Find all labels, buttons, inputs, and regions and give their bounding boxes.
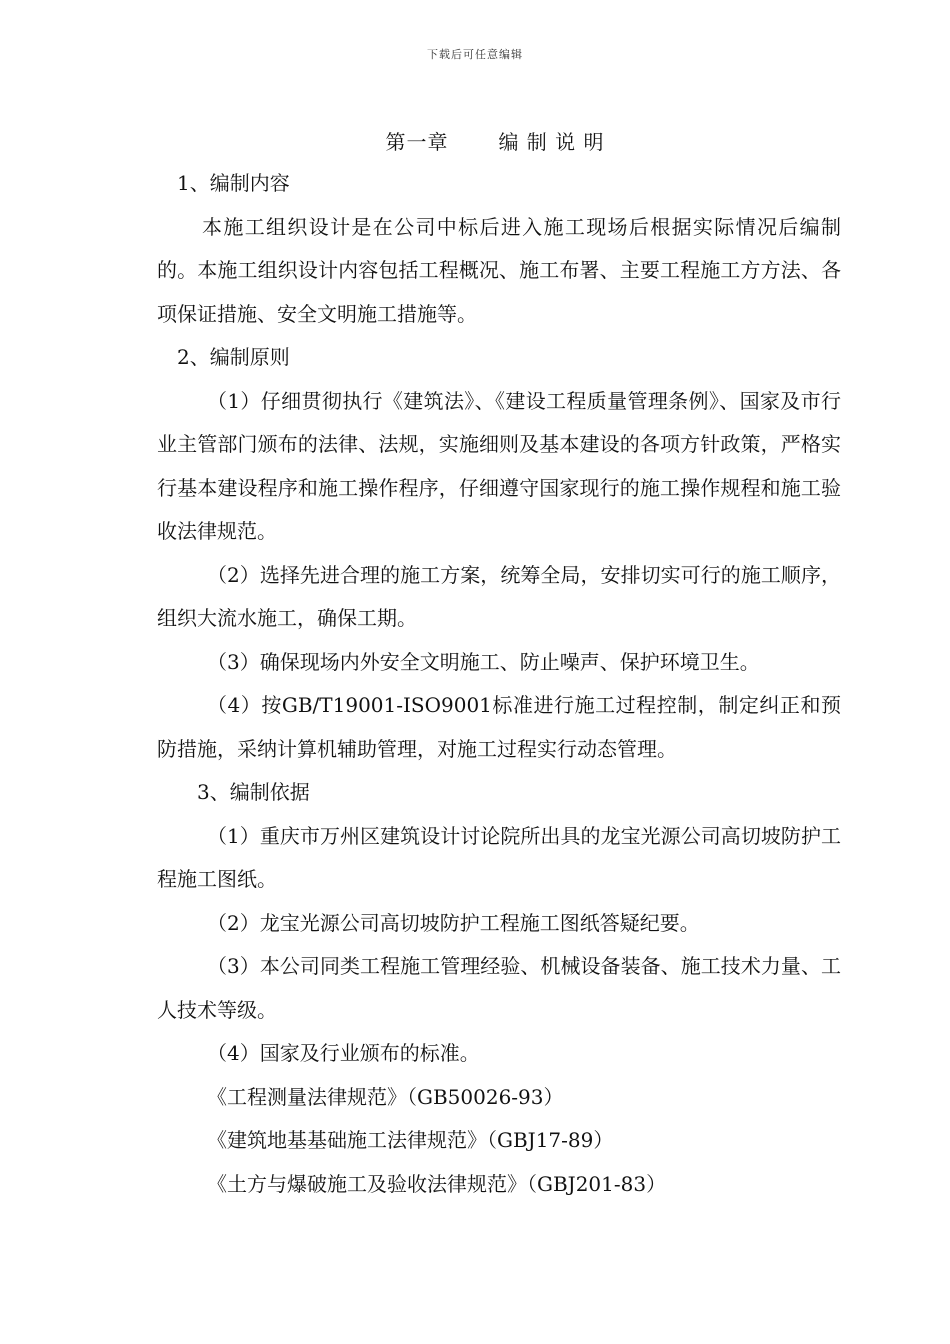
principle-item-3: （3）确保现场内外安全文明施工、防止噪声、保护环境卫生。 <box>207 649 760 674</box>
basis-item-2: （2）龙宝光源公司高切坡防护工程施工图纸答疑纪要。 <box>207 910 700 935</box>
standard-item: 《工程测量法律规范》（GB50026-93） <box>207 1084 564 1109</box>
basis-item-3: （3）本公司同类工程施工管理经验、机械设备装备、施工技术力量、工人技术等级。 <box>157 954 841 1022</box>
chapter-name: 编 制 说 明 <box>498 130 605 154</box>
principle-item-2: （2）选择先进合理的施工方案，统筹全局，安排切实可行的施工顺序，组织大流水施工，确保工期。 <box>157 562 841 630</box>
section-1-paragraph: 本施工组织设计是在公司中标后进入施工现场后根据实际情况后编制的。本施工组织设计内容包括工程概况、施工布署、主要工程施工方方法、各项保证措施、安全文明施工措施等。 <box>157 214 841 326</box>
basis-item-1: （1）重庆市万州区建筑设计讨论院所出具的龙宝光源公司高切坡防护工程施工图纸。 <box>157 823 841 891</box>
running-header: 下载后可任意编辑 <box>427 48 523 61</box>
chapter-number: 第一章 <box>385 130 449 154</box>
standard-item: 《建筑地基基础施工法律规范》（GBJ17-89） <box>207 1128 614 1152</box>
principle-item-1: （1）仔细贯彻执行《建筑法》、《建设工程质量管理条例》、国家及市行业主管部门颁布的法律、法规，实施细则及基本建设的各项方针政策，严格实行基本建设程序和施工操作程序，仔细遵守国家现行的施工操作规程和施工验收法律规范。 <box>157 388 841 543</box>
basis-item-4: （4）国家及行业颁布的标准。 <box>207 1041 480 1065</box>
section-heading-1: 1、编制内容 <box>177 171 290 195</box>
principle-item-4: （4）按GB/T19001-ISO9001标准进行施工过程控制，制定纠正和预防措施，采纳计算机辅助管理，对施工过程实行动态管理。 <box>157 693 841 761</box>
chapter-title <box>0 126 950 155</box>
document-body <box>157 162 841 1206</box>
section-heading-3: 3、编制依据 <box>197 780 310 804</box>
standard-item: 《土方与爆破施工及验收法律规范》（GBJ201-83） <box>207 1171 667 1196</box>
section-heading-2: 2、编制原则 <box>177 345 290 369</box>
